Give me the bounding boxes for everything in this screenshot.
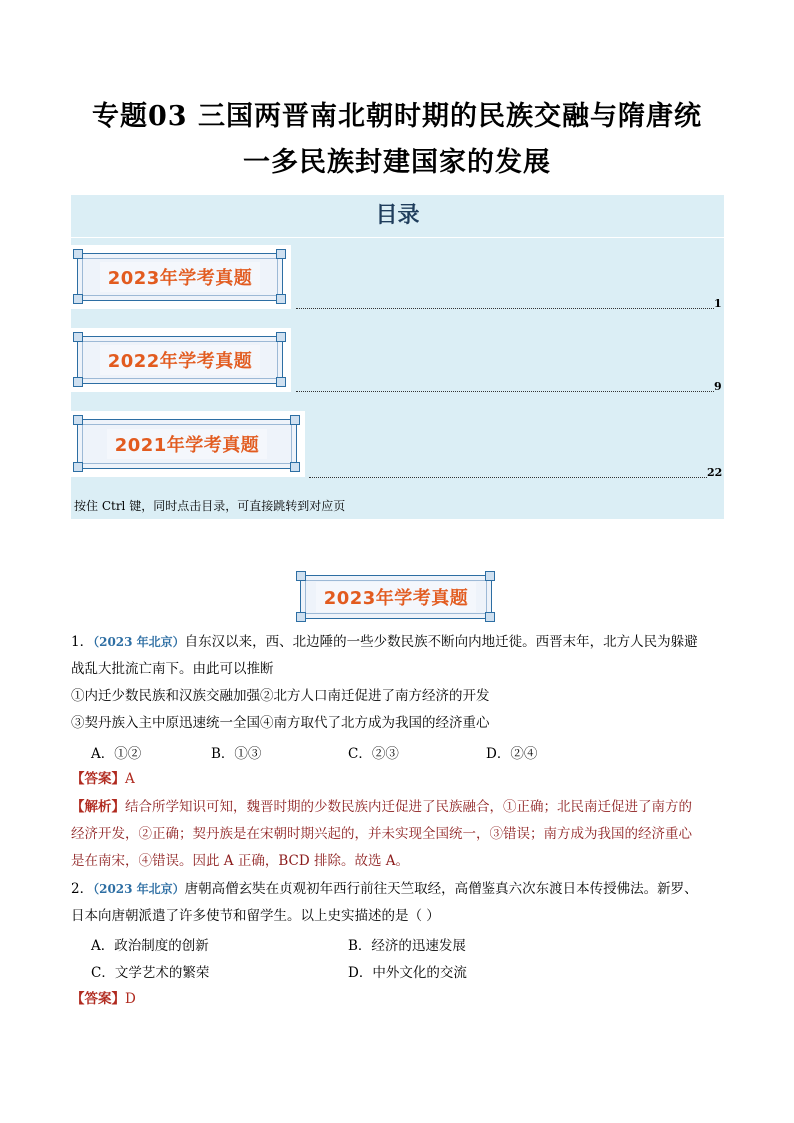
q2-answer-label: 【答案】 — [71, 991, 125, 1007]
corner-ornament-icon — [485, 612, 495, 622]
toc-entry-label[interactable]: 2021年学考真题 — [107, 429, 268, 459]
toc-entry-2023[interactable] — [71, 245, 291, 309]
q1-answer-label: 【答案】 — [71, 771, 125, 787]
q1-option-b: B．①③ — [211, 746, 262, 762]
corner-ornament-icon — [296, 571, 306, 581]
q1-stem-line-1 — [71, 632, 698, 652]
q1-stem-text-1: 自东汉以来，西、北边陲的一些少数民族不断向内地迁徙。西晋末年，北方人民为躲避 — [184, 634, 698, 650]
corner-ornament-icon — [73, 294, 83, 304]
toc-header: 目录 — [375, 203, 420, 228]
q2-option-c: C．文学艺术的繁荣 — [91, 965, 210, 981]
corner-ornament-icon — [276, 249, 286, 259]
section-badge-label: 2023年学考真题 — [316, 582, 477, 612]
corner-ornament-icon — [290, 462, 300, 472]
q1-analysis-line-2: 经济开发，②正确；契丹族是在宋朝时期兴起的，并未实现全国统一，③错误；南方成为我国的经济重心 — [71, 826, 692, 842]
corner-ornament-icon — [73, 332, 83, 342]
toc-page-number[interactable]: 22 — [707, 466, 723, 479]
toc-note: 按住 Ctrl 键，同时点击目录，可直接跳转到对应页 — [74, 499, 346, 513]
q2-answer — [71, 989, 136, 1009]
toc-entry-label[interactable]: 2023年学考真题 — [100, 262, 261, 292]
page-title-line-1: 专题03 三国两晋南北朝时期的民族交融与隋唐统 — [92, 101, 702, 132]
toc-badge-frame — [77, 419, 297, 469]
section-badge-2023 — [294, 569, 500, 625]
corner-ornament-icon — [73, 249, 83, 259]
toc-entry-2022[interactable] — [71, 328, 291, 392]
q1-answer-value: A — [125, 771, 135, 787]
q1-items-line-2: ③契丹族入主中原迅速统一全国④南方取代了北方成为我国的经济重心 — [71, 715, 490, 731]
q2-option-a: A．政治制度的创新 — [91, 938, 209, 954]
q2-answer-value: D — [125, 991, 136, 1007]
q1-answer — [71, 769, 135, 789]
corner-ornament-icon — [276, 332, 286, 342]
corner-ornament-icon — [296, 612, 306, 622]
section-badge-frame — [300, 575, 492, 619]
q1-stem-line-2: 战乱大批流亡南下。由此可以推断 — [71, 661, 274, 677]
corner-ornament-icon — [290, 415, 300, 425]
q1-option-a: A．①② — [91, 746, 142, 762]
q1-analysis-line-3: 是在南宋，④错误。因此 A 正确，BCD 排除。故选 A。 — [71, 853, 409, 869]
toc-divider — [71, 237, 724, 238]
q1-analysis-label: 【解析】 — [71, 799, 125, 815]
corner-ornament-icon — [73, 377, 83, 387]
q1-items-line-1: ①内迁少数民族和汉族交融加强②北方人口南迁促进了南方经济的开发 — [71, 688, 490, 704]
q2-option-d: D．中外文化的交流 — [348, 965, 467, 981]
q1-analysis-line-1 — [71, 797, 692, 817]
toc-leader-dots — [296, 308, 714, 309]
q2-option-b: B．经济的迅速发展 — [348, 938, 466, 954]
q1-number: 1． — [71, 634, 94, 650]
corner-ornament-icon — [73, 415, 83, 425]
q2-stem-line-2: 日本向唐朝派遣了许多使节和留学生。以上史实描述的是（ ） — [71, 908, 440, 924]
table-of-contents — [71, 195, 724, 519]
corner-ornament-icon — [73, 462, 83, 472]
q2-source: （2023 年北京） — [93, 882, 185, 896]
toc-badge-frame — [77, 253, 283, 301]
toc-leader-dots — [296, 391, 714, 392]
q2-stem-line-1 — [71, 879, 698, 899]
page-title-line-2: 一多民族封建国家的发展 — [243, 147, 551, 178]
toc-entry-label[interactable]: 2022年学考真题 — [100, 345, 261, 375]
q2-number: 2． — [71, 881, 94, 897]
toc-leader-dots — [309, 477, 707, 478]
q1-analysis-text-1: 结合所学知识可知，魏晋时期的少数民族内迁促进了民族融合，①正确；北民南迁促进了南方的 — [125, 799, 692, 815]
corner-ornament-icon — [485, 571, 495, 581]
q1-option-c: C．②③ — [348, 746, 399, 762]
toc-badge-frame — [77, 336, 283, 384]
corner-ornament-icon — [276, 294, 286, 304]
toc-entry-2021[interactable] — [71, 411, 305, 477]
toc-page-number[interactable]: 1 — [714, 297, 722, 310]
q2-stem-text-1: 唐朝高僧玄奘在贞观初年西行前往天竺取经，高僧鉴真六次东渡日本传授佛法。新罗、 — [184, 881, 698, 897]
q1-source: （2023 年北京） — [93, 635, 185, 649]
q1-option-d: D．②④ — [486, 746, 538, 762]
corner-ornament-icon — [276, 377, 286, 387]
toc-page-number[interactable]: 9 — [714, 380, 722, 393]
